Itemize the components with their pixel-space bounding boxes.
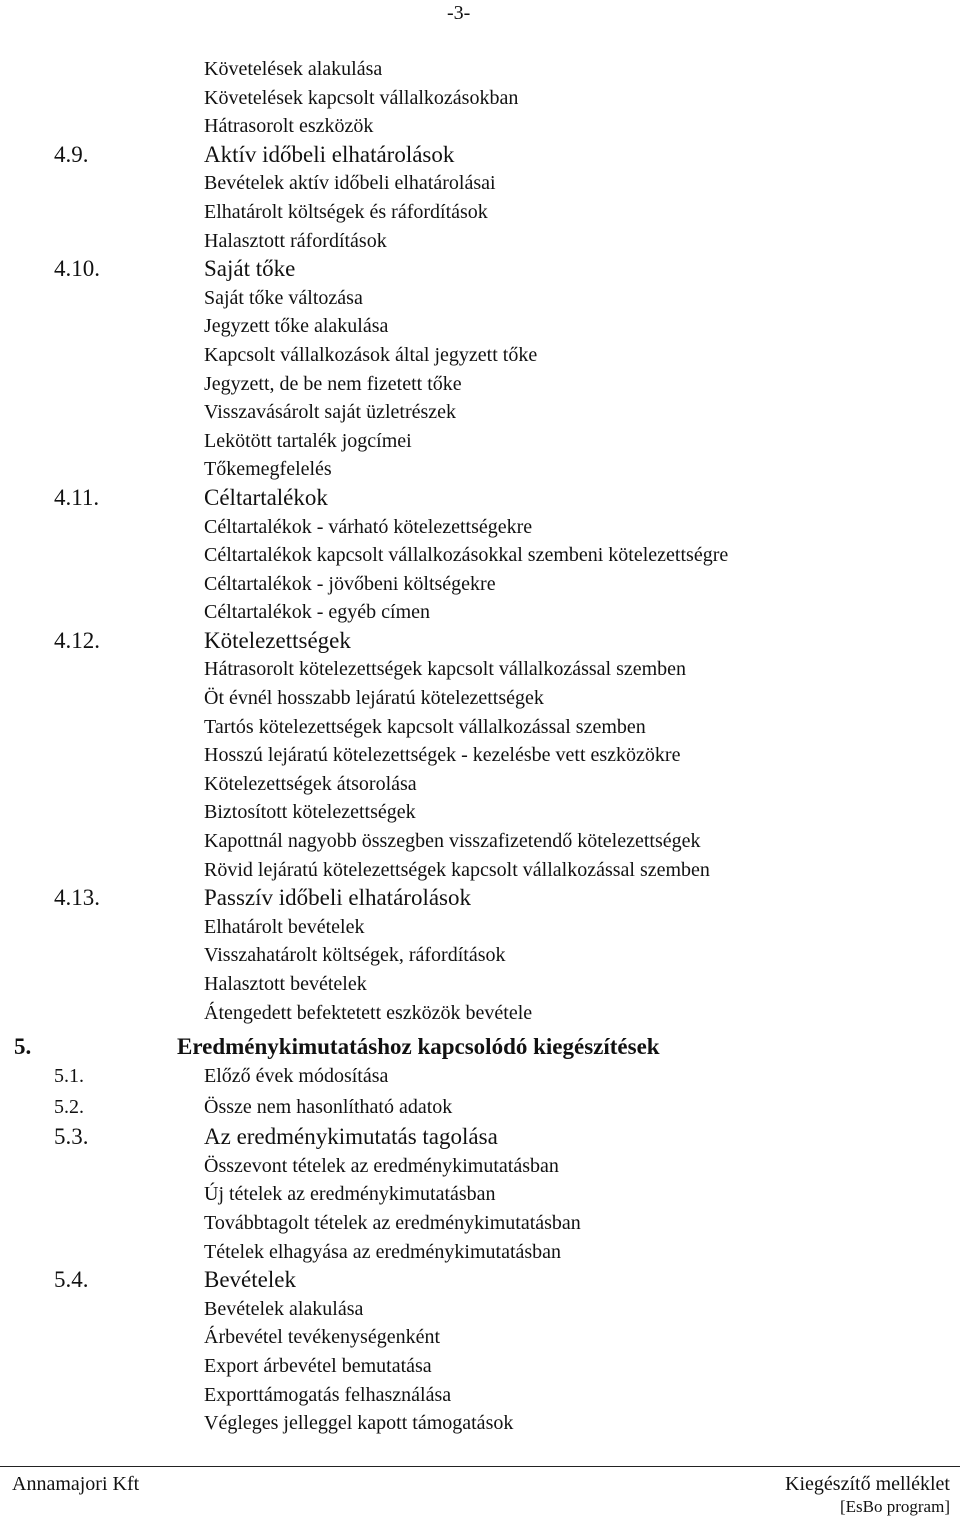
section-heading	[0, 1061, 960, 1092]
section-number: 4.13.	[54, 885, 100, 911]
entry-text: Végleges jelleggel kapott támogatások	[204, 1412, 514, 1435]
entry-text: Összevont tételek az eredménykimutatásban	[204, 1154, 559, 1177]
entry-text: Saját tőke	[204, 256, 296, 282]
entry-text: Követelések kapcsolt vállalkozásokban	[204, 86, 519, 109]
entry-text: Hosszú lejáratú kötelezettségek - kezelésbe vett eszközökre	[204, 744, 681, 767]
list-item	[0, 770, 960, 799]
entry-text: Öt évnél hosszabb lejáratú kötelezettségek	[204, 687, 544, 710]
entry-text: Jegyzett, de be nem fizetett tőke	[204, 372, 462, 395]
entry-text: Bevételek alakulása	[204, 1297, 364, 1320]
list-item	[0, 198, 960, 227]
list-item	[0, 913, 960, 942]
entry-text: Visszahatárolt költségek, ráfordítások	[204, 944, 506, 967]
entry-text: Kapcsolt vállalkozások által jegyzett tőke	[204, 343, 538, 366]
entry-text: Céltartalékok - jövőbeni költségekre	[204, 572, 496, 595]
section-heading	[0, 141, 960, 170]
entry-text: Saját tőke változása	[204, 286, 363, 309]
footer-program: [EsBo program]	[839, 1497, 950, 1516]
entry-text: Visszavásárolt saját üzletrészek	[204, 401, 457, 424]
page-footer	[0, 1466, 960, 1520]
list-item	[0, 541, 960, 570]
section-number: 4.10.	[54, 256, 100, 282]
entry-text: Előző évek módosítása	[204, 1065, 389, 1088]
list-item	[0, 970, 960, 999]
section-heading	[0, 884, 960, 913]
entry-text: Rövid lejáratú kötelezettségek kapcsolt vállalkozással szemben	[204, 858, 710, 881]
section-heading	[0, 1266, 960, 1295]
list-item	[0, 1295, 960, 1324]
entry-text: Tőkemegfelelés	[204, 458, 332, 481]
page-number: -3-	[447, 2, 471, 24]
list-item	[0, 312, 960, 341]
entry-text: Céltartalékok kapcsolt vállalkozásokkal szembeni kötelezettségre	[204, 544, 729, 567]
list-item	[0, 169, 960, 198]
list-item	[0, 370, 960, 399]
section-number: 4.9.	[54, 141, 89, 167]
section-number: 5.4.	[54, 1267, 89, 1293]
entry-text: Exporttámogatás felhasználása	[204, 1383, 452, 1406]
list-item	[0, 1409, 960, 1438]
section-number: 5.1.	[54, 1065, 84, 1088]
section-number: 5.3.	[54, 1124, 89, 1150]
entry-text: Céltartalékok	[204, 484, 328, 510]
entry-text: Bevételek aktív időbeli elhatárolásai	[204, 172, 496, 195]
entry-text: Biztosított kötelezettségek	[204, 801, 416, 824]
section-heading	[0, 1092, 960, 1123]
entry-text: Bevételek	[204, 1267, 296, 1293]
entry-text: Követelések alakulása	[204, 58, 383, 80]
entry-text: Elhatárolt bevételek	[204, 915, 365, 938]
section-heading	[0, 627, 960, 656]
section-number: 4.11.	[54, 484, 100, 510]
list-item	[0, 598, 960, 627]
entry-text: Céltartalékok - egyéb címen	[204, 601, 431, 624]
footer-company: Annamajori Kft	[12, 1473, 140, 1495]
contents-list	[0, 55, 960, 1438]
section-heading	[0, 1123, 960, 1152]
list-item	[0, 284, 960, 313]
entry-text: Jegyzett tőke alakulása	[204, 315, 389, 338]
entry-text: Tételek elhagyása az eredménykimutatásban	[204, 1240, 562, 1263]
entry-text: Új tételek az eredménykimutatásban	[204, 1183, 496, 1206]
entry-text: Tartós kötelezettségek kapcsolt vállalkozással szemben	[204, 715, 646, 738]
entry-text: Össze nem hasonlítható adatok	[204, 1096, 453, 1119]
list-item	[0, 741, 960, 770]
entry-text: Aktív időbeli elhatárolások	[204, 141, 455, 167]
list-item	[0, 1323, 960, 1352]
entry-text: Elhatárolt költségek és ráfordítások	[204, 200, 488, 223]
list-item	[0, 1352, 960, 1381]
list-item	[0, 941, 960, 970]
entry-text: Az eredménykimutatás tagolása	[204, 1124, 498, 1150]
list-item	[0, 684, 960, 713]
entry-text: Céltartalékok - várható kötelezettségekre	[204, 515, 533, 538]
entry-text: Hátrasorolt kötelezettségek kapcsolt vállalkozással szemben	[204, 658, 687, 681]
entry-text: Árbevétel tevékenységenként	[204, 1326, 441, 1349]
entry-text: Halasztott ráfordítások	[204, 229, 387, 252]
list-item	[0, 1152, 960, 1181]
entry-text: Lekötött tartalék jogcímei	[204, 429, 412, 452]
list-item	[0, 999, 960, 1028]
section-heading	[0, 484, 960, 513]
list-item	[0, 55, 960, 84]
footer-document-title: Kiegészítő melléklet	[785, 1473, 950, 1495]
list-item	[0, 856, 960, 885]
list-item	[0, 341, 960, 370]
list-item	[0, 827, 960, 856]
list-item	[0, 655, 960, 684]
section-heading	[0, 1027, 960, 1061]
entry-text: Halasztott bevételek	[204, 973, 367, 995]
section-heading	[0, 255, 960, 284]
list-item	[0, 1381, 960, 1410]
list-item	[0, 713, 960, 742]
entry-text: Kötelezettségek	[204, 627, 351, 653]
list-item	[0, 455, 960, 484]
entry-text: Export árbevétel bemutatása	[204, 1354, 432, 1377]
section-number: 4.12.	[54, 627, 100, 653]
entry-text: Kapottnál nagyobb összegben visszafizetendő kötelezettségek	[204, 830, 701, 853]
list-item	[0, 798, 960, 827]
entry-text: Hátrasorolt eszközök	[204, 115, 374, 138]
entry-text: Kötelezettségek átsorolása	[204, 772, 417, 795]
entry-text: Átengedett befektetett eszközök bevétele	[204, 1001, 533, 1024]
list-item	[0, 1238, 960, 1267]
entry-text: Eredménykimutatáshoz kapcsolódó kiegészítések	[177, 1034, 660, 1060]
list-item	[0, 398, 960, 427]
list-item	[0, 427, 960, 456]
list-item	[0, 227, 960, 256]
list-item	[0, 1180, 960, 1209]
list-item	[0, 570, 960, 599]
entry-text: Passzív időbeli elhatárolások	[204, 885, 471, 911]
entry-text: Továbbtagolt tételek az eredménykimutatásban	[204, 1211, 581, 1234]
list-item	[0, 84, 960, 113]
list-item	[0, 1209, 960, 1238]
section-number: 5.2.	[54, 1096, 84, 1119]
section-number: 5.	[14, 1034, 32, 1060]
list-item	[0, 513, 960, 542]
list-item	[0, 112, 960, 141]
